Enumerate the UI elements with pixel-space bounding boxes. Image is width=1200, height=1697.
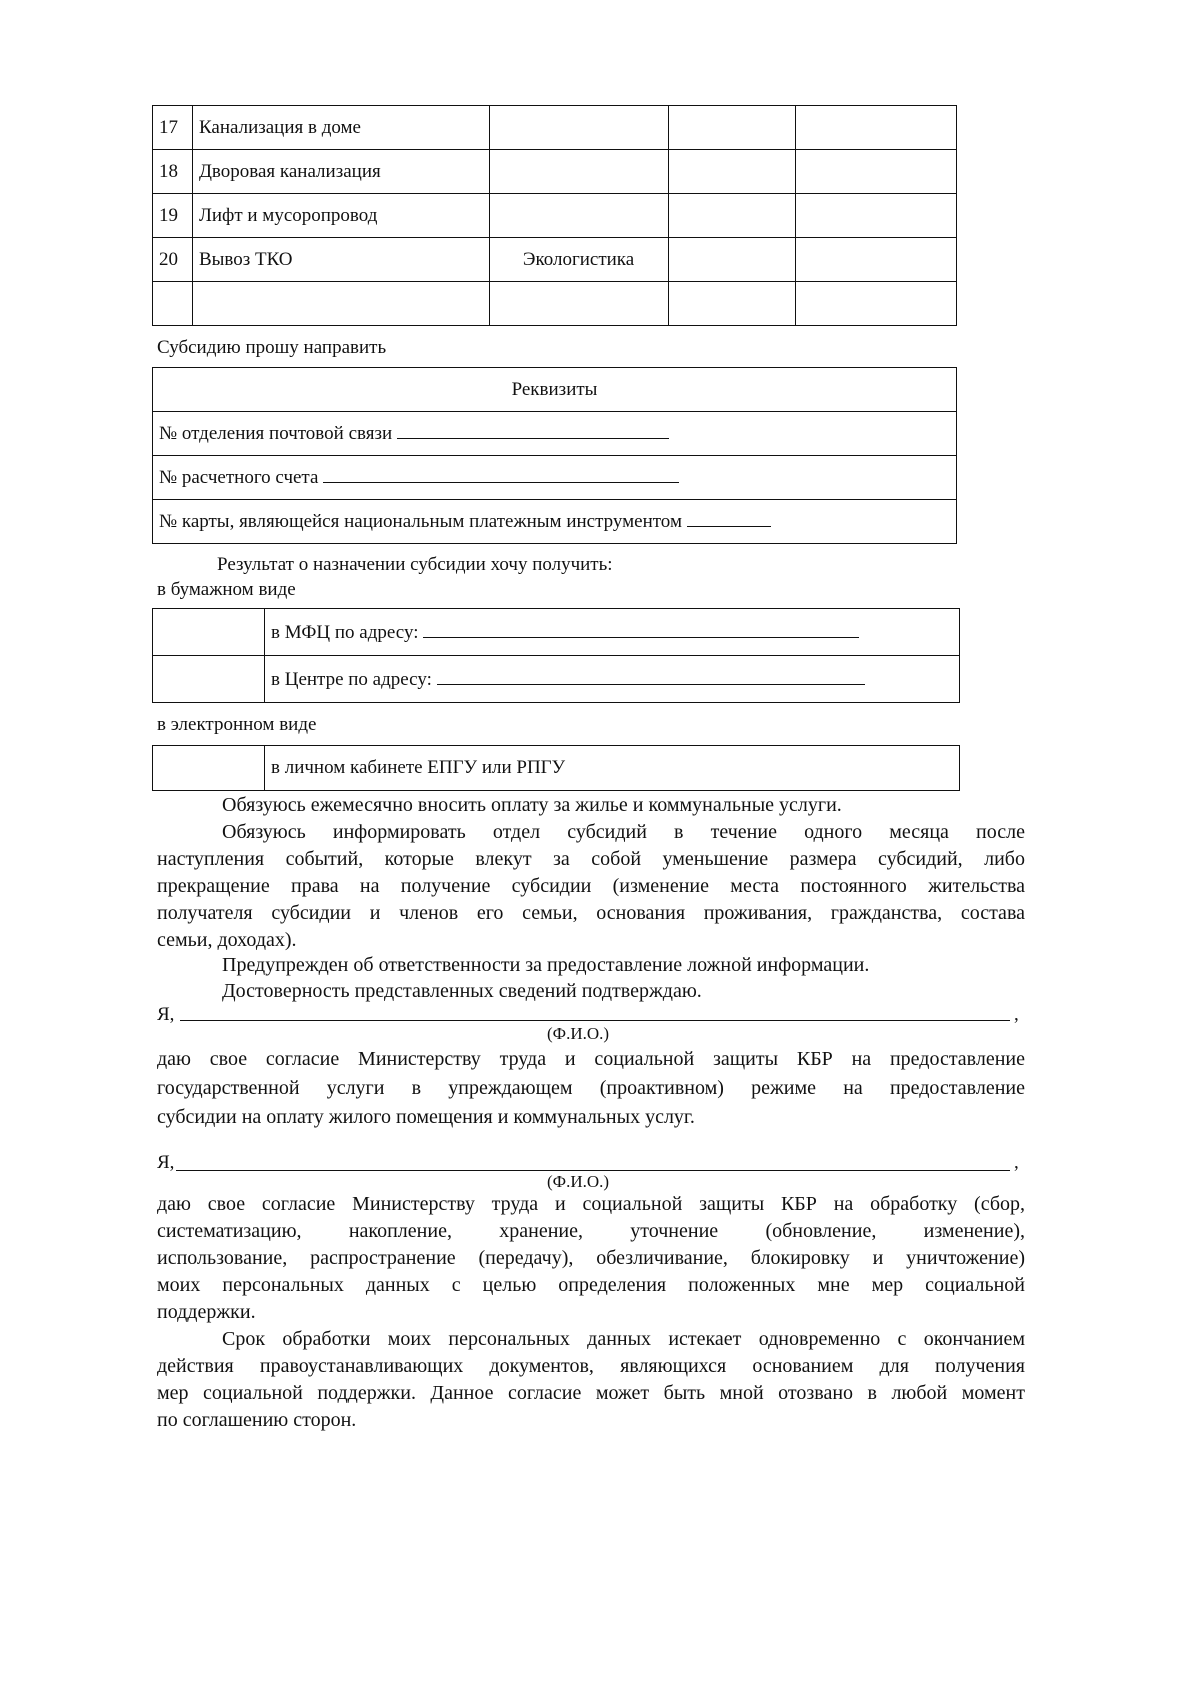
obligation-payment: Обязуюсь ежемесячно вносить оплату за жилье и коммунальные услуги. — [222, 794, 842, 816]
service-name: Лифт и мусоропровод — [192, 194, 489, 238]
post-office-field[interactable] — [397, 422, 669, 439]
table-row — [153, 106, 957, 150]
result-intro: Результат о назначении субсидии хочу получить: — [217, 554, 613, 575]
table-row — [153, 500, 957, 544]
obligation-inform-line: наступления событий, которые влекут за собой уменьшение размера субсидий, либо — [157, 848, 1025, 870]
consent2-term-line: действия правоустанавливающих документов, являющихся основанием для получения — [157, 1355, 1025, 1377]
mfc-row — [265, 609, 960, 656]
center-address-field[interactable] — [437, 668, 865, 685]
table-row — [153, 609, 960, 656]
provider: Экологистика — [489, 238, 668, 282]
requisites-table — [152, 367, 957, 544]
consent2-line: систематизацию, накопление, хранение, уточнение (обновление, изменение), — [157, 1220, 1025, 1242]
empty-cell — [796, 238, 957, 282]
center-label: в Центре по адресу: — [271, 668, 432, 690]
consent1-line: государственной услуги в упреждающем (проактивном) режиме на предоставление — [157, 1077, 1025, 1099]
consent1-line: субсидии на оплату жилого помещения и коммунальных услуг. — [157, 1106, 695, 1128]
center-checkbox[interactable] — [153, 656, 265, 703]
consent2-caption: (Ф.И.О.) — [547, 1172, 610, 1191]
consent2-term-line: Срок обработки моих персональных данных истекает одновременно с окончанием — [222, 1328, 1025, 1350]
mfc-label: в МФЦ по адресу: — [271, 621, 419, 643]
table-row — [153, 656, 960, 703]
provider — [489, 150, 668, 194]
account-row — [153, 456, 957, 500]
provider — [489, 194, 668, 238]
paper-label: в бумажном виде — [157, 579, 296, 600]
table-row — [153, 194, 957, 238]
confirmation-statement: Достоверность представленных сведений подтверждаю. — [222, 980, 702, 1002]
post-office-row — [153, 412, 957, 456]
empty-cell — [668, 282, 796, 326]
row-number: 19 — [153, 194, 193, 238]
consent2-line: поддержки. — [157, 1301, 256, 1323]
table-row — [153, 368, 957, 412]
row-number — [153, 282, 193, 326]
subsidy-direction-label: Субсидию прошу направить — [157, 337, 387, 358]
service-name: Дворовая канализация — [192, 150, 489, 194]
mfc-checkbox[interactable] — [153, 609, 265, 656]
consent2-term-line: мер социальной поддержки. Данное согласие может быть мной отозвано в любой момент — [157, 1382, 1025, 1404]
consent1-suffix: , — [1014, 1004, 1019, 1025]
table-row — [153, 150, 957, 194]
provider — [489, 282, 668, 326]
provider — [489, 106, 668, 150]
obligation-inform-line: прекращение права на получение субсидии (изменение места постоянного жительства — [157, 875, 1025, 897]
consent2-prefix: Я, — [157, 1152, 175, 1173]
obligation-inform-line: получателя субсидии и членов его семьи, основания проживания, гражданства, состава — [157, 902, 1025, 924]
row-number: 17 — [153, 106, 193, 150]
obligation-inform-line: Обязуюсь информировать отдел субсидий в течение одного месяца после — [222, 821, 1025, 843]
mfc-address-field[interactable] — [423, 621, 859, 638]
empty-cell — [668, 106, 796, 150]
post-office-label: № отделения почтовой связи — [159, 423, 393, 444]
row-number: 20 — [153, 238, 193, 282]
electronic-delivery-table — [152, 745, 960, 791]
account-label: № расчетного счета — [159, 467, 319, 488]
consent2-term-line: по соглашению сторон. — [157, 1409, 357, 1431]
consent1-prefix: Я, — [157, 1004, 175, 1025]
epgu-checkbox[interactable] — [153, 746, 265, 791]
card-field[interactable] — [687, 510, 771, 527]
electronic-label: в электронном виде — [157, 714, 317, 735]
consent2-line: даю свое согласие Министерству труда и социальной защиты КБР на обработку (сбор, — [157, 1193, 1025, 1215]
empty-cell — [796, 150, 957, 194]
empty-cell — [668, 150, 796, 194]
center-row — [265, 656, 960, 703]
empty-cell — [796, 194, 957, 238]
empty-cell — [668, 238, 796, 282]
empty-cell — [796, 106, 957, 150]
table-row — [153, 412, 957, 456]
consent1-caption: (Ф.И.О.) — [547, 1024, 610, 1043]
table-row — [153, 456, 957, 500]
service-name: Вывоз ТКО — [192, 238, 489, 282]
service-name — [192, 282, 489, 326]
service-name: Канализация в доме — [192, 106, 489, 150]
epgu-label: в личном кабинете ЕПГУ или РПГУ — [265, 746, 960, 791]
card-row — [153, 500, 957, 544]
empty-cell — [796, 282, 957, 326]
requisites-header: Реквизиты — [153, 368, 957, 412]
services-table — [152, 105, 957, 326]
card-label: № карты, являющейся национальным платежным инструментом — [159, 511, 682, 532]
consent1-name-field[interactable] — [180, 1020, 1010, 1021]
row-number: 18 — [153, 150, 193, 194]
consent1-line: даю свое согласие Министерству труда и социальной защиты КБР на предоставление — [157, 1048, 1025, 1070]
paper-delivery-table — [152, 608, 960, 703]
consent2-line: использование, распространение (передачу), обезличивание, блокировку и уничтожение) — [157, 1247, 1025, 1269]
consent2-name-field[interactable] — [176, 1170, 1010, 1171]
obligation-inform-line: семьи, доходах). — [157, 929, 297, 951]
consent2-line: моих персональных данных с целью определения положенных мне мер социальной — [157, 1274, 1025, 1296]
empty-cell — [668, 194, 796, 238]
table-row — [153, 282, 957, 326]
table-row — [153, 238, 957, 282]
warning-statement: Предупрежден об ответственности за предоставление ложной информации. — [222, 954, 870, 976]
table-row — [153, 746, 960, 791]
account-field[interactable] — [323, 466, 679, 483]
consent2-suffix: , — [1014, 1152, 1019, 1173]
